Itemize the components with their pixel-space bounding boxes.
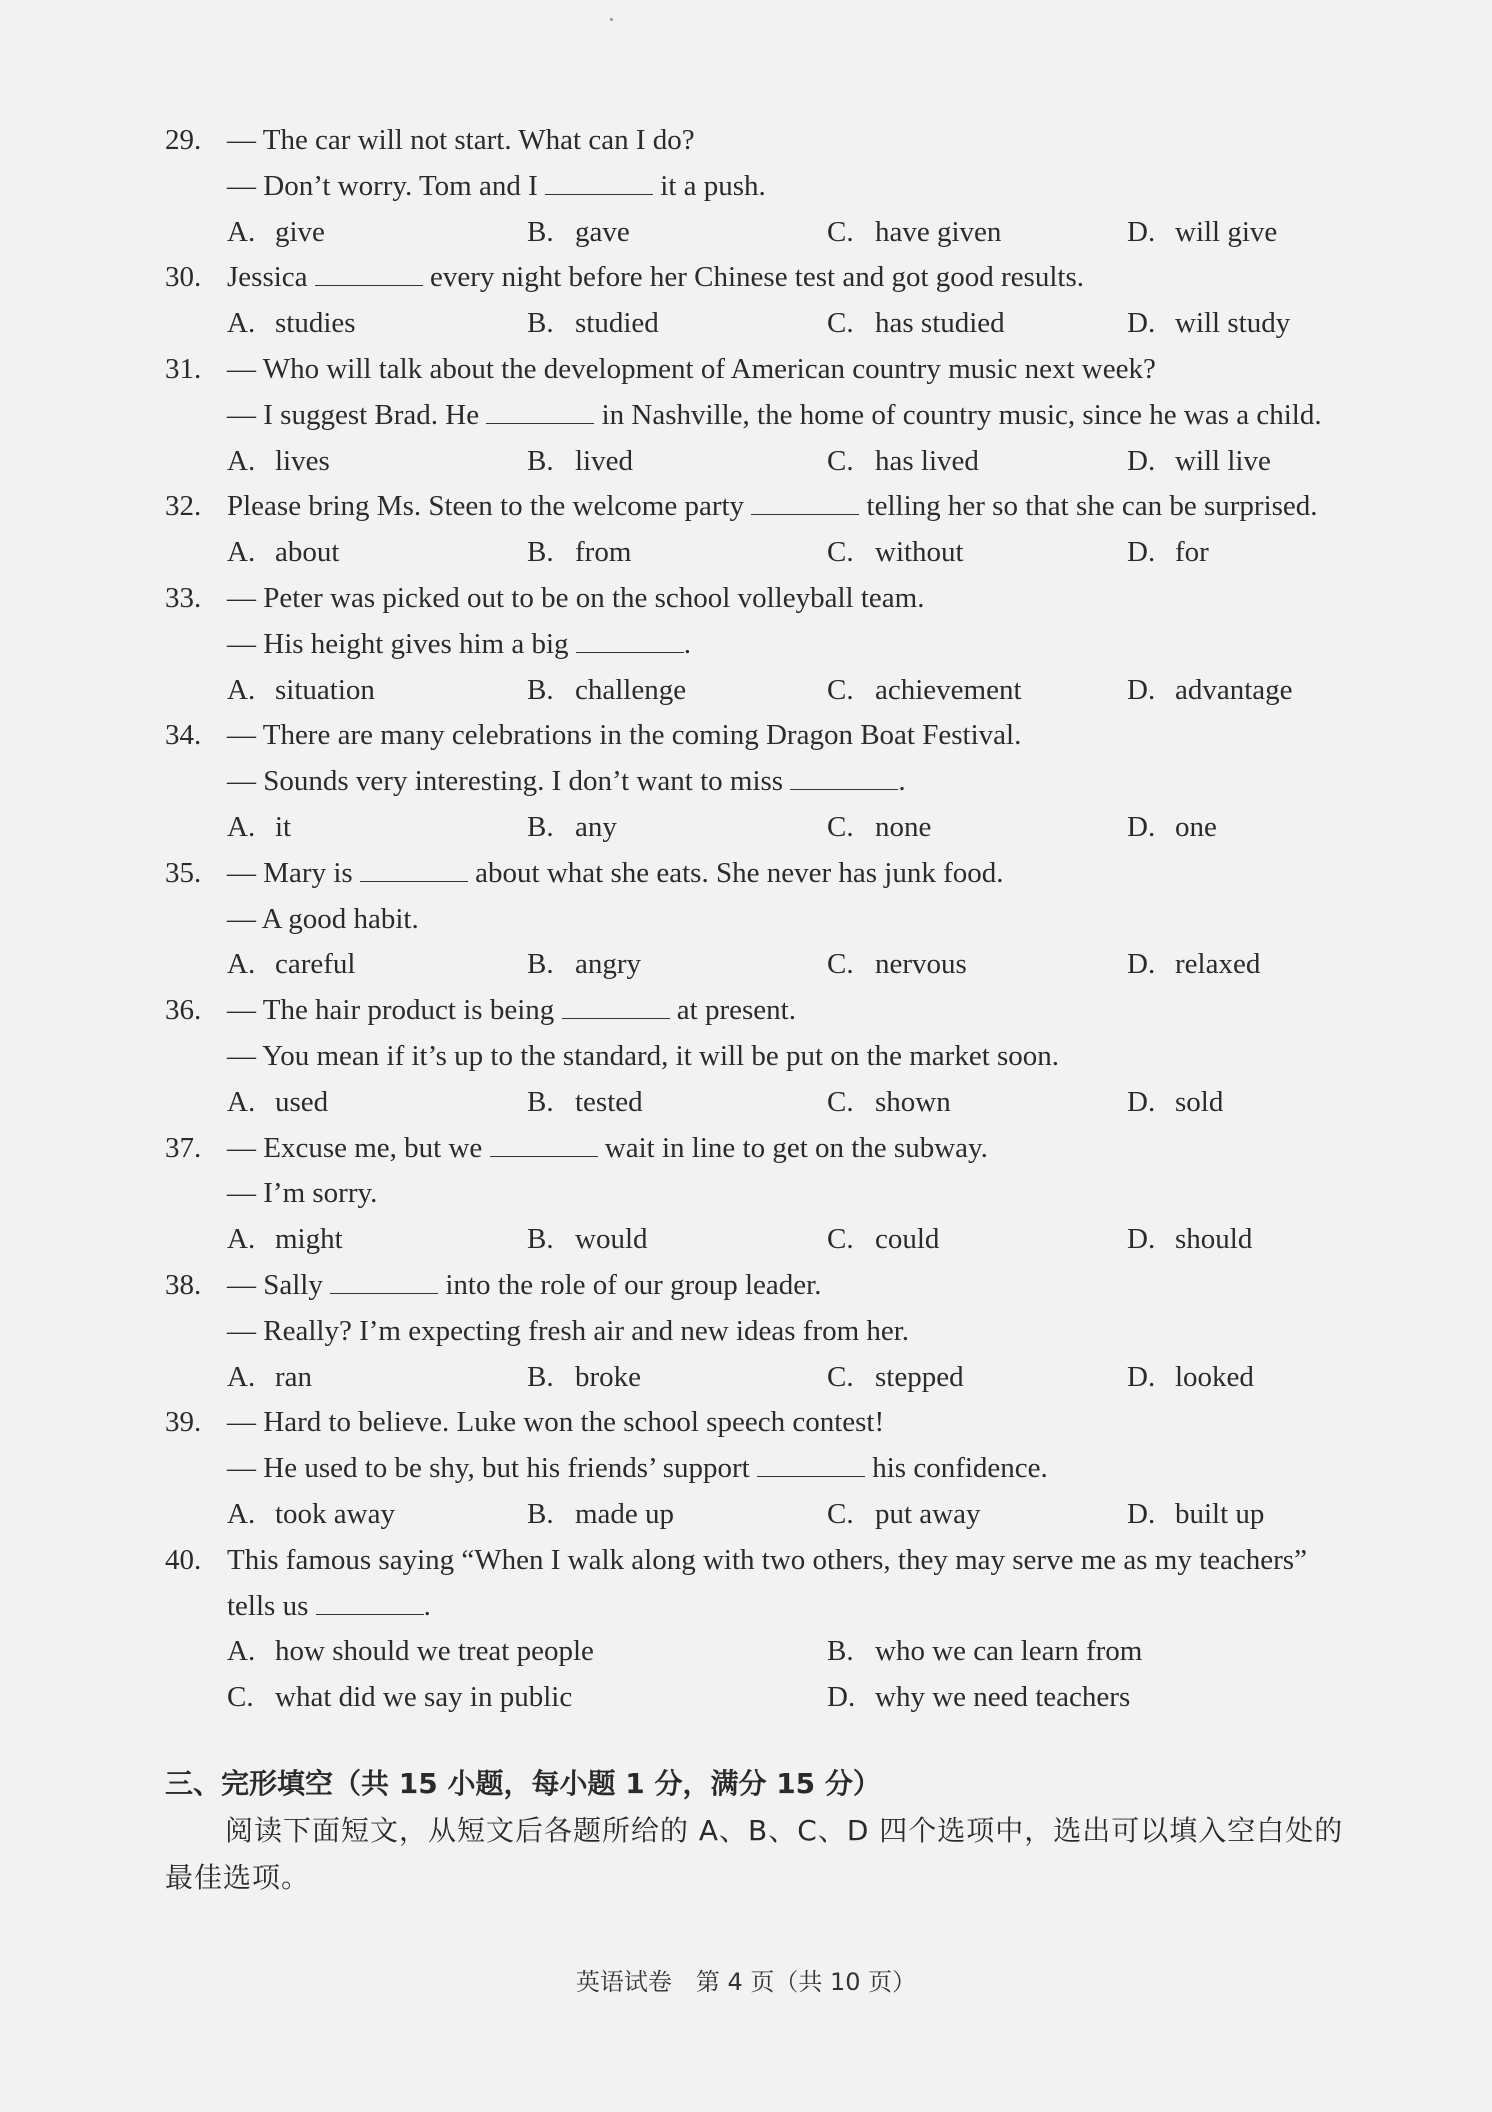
option-a	[227, 1492, 395, 1538]
text-segment: telling her so that she can be surprised.	[859, 490, 1318, 523]
question-text	[227, 1263, 821, 1309]
options-row	[165, 1492, 1365, 1538]
option-letter: B.	[527, 810, 554, 843]
option-letter: D.	[1127, 307, 1156, 340]
question-stem	[165, 1263, 1365, 1309]
option-text: it	[275, 810, 292, 843]
option-text: without	[875, 536, 964, 569]
option-text: would	[575, 1223, 648, 1256]
option-text: stepped	[875, 1360, 964, 1393]
option-text: lived	[575, 444, 633, 477]
question-dialogue-line	[165, 1034, 1365, 1080]
question-number: 37.	[165, 1131, 202, 1164]
answer-blank	[315, 259, 423, 286]
option-text: have given	[875, 215, 1002, 248]
text-segment: — His height gives him a big	[227, 627, 576, 660]
text-segment: — Don’t worry. Tom and I	[227, 169, 546, 202]
option-letter: D.	[1127, 948, 1156, 981]
options-row	[165, 805, 1365, 851]
option-text: sold	[1175, 1085, 1224, 1118]
option-text: advantage	[1175, 673, 1293, 706]
option-c	[827, 301, 1005, 347]
answer-blank	[545, 168, 653, 195]
text-segment: in Nashville, the home of country music, since he was a child.	[594, 398, 1322, 431]
option-letter: D.	[1127, 1360, 1156, 1393]
option-letter: C.	[827, 307, 854, 340]
section-cloze	[165, 1760, 1365, 1901]
option-letter: D.	[1127, 444, 1156, 477]
question-list	[165, 118, 1365, 1721]
option-d	[1127, 1080, 1223, 1126]
text-segment: — Mary is	[227, 856, 360, 889]
text-segment: — The car will not start. What can I do?	[227, 124, 695, 156]
text-segment: — There are many celebrations in the coming Dragon Boat Festival.	[227, 719, 1022, 752]
option-c	[827, 1492, 981, 1538]
option-text: about	[275, 536, 340, 569]
option-text: took away	[275, 1497, 395, 1530]
answer-blank	[751, 488, 859, 515]
option-letter: C.	[827, 673, 854, 706]
option-letter: C.	[827, 810, 854, 843]
option-b	[527, 1217, 648, 1263]
question-dialogue-line	[165, 1171, 1365, 1217]
question-stem	[165, 1400, 1365, 1446]
question-text	[227, 1400, 884, 1446]
option-b	[527, 439, 633, 485]
option-letter: C.	[227, 1681, 254, 1714]
question-number: 30.	[165, 261, 202, 294]
text-segment: .	[683, 627, 692, 660]
option-c	[827, 530, 964, 576]
option-c	[827, 1355, 964, 1401]
option-text: broke	[575, 1360, 642, 1393]
option-letter: B.	[527, 1223, 554, 1256]
answer-blank	[486, 397, 594, 424]
option-text: relaxed	[1175, 948, 1261, 981]
question-stem	[165, 347, 1365, 393]
question-stem	[165, 988, 1365, 1034]
option-text: who we can learn from	[875, 1635, 1143, 1668]
question-number: 38.	[165, 1268, 202, 1301]
option-text: should	[1175, 1223, 1253, 1256]
question-text	[227, 484, 1318, 530]
option-text: careful	[275, 948, 356, 981]
question-stem	[165, 851, 1365, 897]
option-letter: D.	[1127, 1085, 1156, 1118]
option-letter: C.	[827, 444, 854, 477]
option-b	[527, 530, 631, 576]
option-text: none	[875, 810, 932, 843]
text-segment: — Excuse me, but we	[227, 1131, 490, 1164]
option-letter: B.	[827, 1635, 854, 1668]
option-b	[827, 1629, 1142, 1675]
option-c	[827, 805, 931, 851]
option-d	[1127, 1355, 1254, 1401]
option-text: made up	[575, 1497, 675, 1530]
options-row	[165, 439, 1365, 485]
question-stem	[165, 118, 1365, 164]
option-text: what did we say in public	[275, 1681, 573, 1714]
option-text: how should we treat people	[275, 1635, 594, 1668]
option-letter: D.	[1127, 673, 1156, 706]
option-b	[527, 668, 686, 714]
text-segment: — Who will talk about the development of American country music next week?	[227, 352, 1156, 385]
question-text	[227, 1171, 377, 1217]
text-segment: .	[423, 1589, 431, 1622]
text-segment: his confidence.	[865, 1452, 1048, 1485]
option-b	[527, 805, 617, 851]
question-text	[227, 164, 766, 210]
options-row	[165, 942, 1365, 988]
answer-blank	[330, 1267, 438, 1294]
text-segment: into the role of our group leader.	[438, 1268, 822, 1301]
option-a	[227, 210, 325, 256]
question-text	[227, 1584, 431, 1630]
option-letter: B.	[527, 673, 554, 706]
question-dialogue-line	[165, 1309, 1365, 1355]
option-letter: D.	[827, 1681, 856, 1714]
option-c	[827, 942, 967, 988]
option-letter: B.	[527, 307, 554, 340]
option-text: will study	[1175, 307, 1291, 340]
question-stem	[165, 255, 1365, 301]
option-letter: C.	[827, 1223, 854, 1256]
option-text: any	[575, 810, 617, 843]
option-letter: A.	[227, 1085, 256, 1118]
option-letter: C.	[827, 215, 854, 248]
answer-blank	[757, 1450, 865, 1477]
question-number: 36.	[165, 994, 202, 1027]
options-row	[165, 1217, 1365, 1263]
option-d	[1127, 942, 1260, 988]
option-letter: A.	[227, 444, 256, 477]
question-text	[227, 255, 1084, 301]
text-segment: Please bring Ms. Steen to the welcome party	[227, 490, 752, 523]
question-dialogue-line	[165, 897, 1365, 943]
option-b	[527, 210, 630, 256]
question-text	[227, 576, 924, 622]
option-c	[827, 1217, 939, 1263]
option-letter: C.	[827, 1085, 854, 1118]
option-d	[1127, 668, 1293, 714]
option-text: could	[875, 1223, 940, 1256]
text-segment: about what she eats. She never has junk food.	[467, 856, 1004, 889]
options-row	[165, 1355, 1365, 1401]
text-segment: at present.	[669, 994, 796, 1027]
question-dialogue-line	[165, 622, 1365, 668]
option-letter: C.	[827, 948, 854, 981]
text-segment: — He used to be shy, but his friends’ support	[227, 1452, 757, 1485]
option-a	[227, 1355, 312, 1401]
question-number: 31.	[165, 352, 202, 385]
question-stem	[165, 713, 1365, 759]
question-dialogue-line	[165, 164, 1365, 210]
text-segment: — A good habit.	[227, 902, 419, 935]
option-letter: B.	[527, 1360, 554, 1393]
option-d	[1127, 1492, 1264, 1538]
option-text: looked	[1175, 1360, 1254, 1393]
options-row	[165, 530, 1365, 576]
option-letter: C.	[827, 536, 854, 569]
option-letter: D.	[1127, 1223, 1156, 1256]
question-text	[227, 1126, 988, 1172]
text-segment: — I’m sorry.	[227, 1177, 378, 1210]
option-text: nervous	[875, 948, 967, 981]
question-stem	[165, 1538, 1365, 1584]
option-text: will give	[1175, 215, 1278, 248]
option-letter: C.	[827, 1360, 854, 1393]
option-a	[227, 439, 330, 485]
option-text: situation	[275, 673, 375, 706]
question-number: 40.	[165, 1543, 202, 1576]
option-text: from	[575, 536, 632, 569]
answer-blank	[562, 992, 670, 1019]
option-text: for	[1175, 536, 1209, 569]
text-segment: This famous saying “When I walk along with two others, they may serve me as my teachers”	[227, 1543, 1307, 1576]
answer-blank	[576, 626, 684, 653]
answer-blank	[790, 763, 898, 790]
option-letter: A.	[227, 1223, 256, 1256]
option-text: studies	[275, 307, 356, 340]
option-text: might	[275, 1223, 343, 1256]
option-a	[227, 1217, 343, 1263]
option-text: why we need teachers	[875, 1681, 1131, 1714]
question-stem	[165, 1126, 1365, 1172]
question-text	[227, 118, 695, 164]
question-text	[227, 347, 1156, 393]
options-row	[165, 1080, 1365, 1126]
question-text	[227, 713, 1021, 759]
section-title: 三、完形填空（共 15 小题，每小题 1 分，满分 15 分）	[165, 1767, 881, 1800]
option-letter: D.	[1127, 215, 1156, 248]
options-row	[165, 210, 1365, 256]
option-letter: A.	[227, 1360, 256, 1393]
option-a	[227, 942, 356, 988]
option-text: shown	[875, 1085, 951, 1118]
option-d	[827, 1675, 1130, 1721]
option-d	[1127, 805, 1217, 851]
question-number: 29.	[165, 124, 202, 156]
option-a	[227, 805, 291, 851]
text-segment: wait in line to get on the subway.	[597, 1131, 988, 1164]
question-dialogue-line	[165, 393, 1365, 439]
option-b	[527, 1080, 643, 1126]
option-a	[227, 1080, 328, 1126]
option-text: one	[1175, 810, 1217, 843]
option-letter: B.	[527, 444, 554, 477]
question-text	[227, 1446, 1048, 1492]
option-a	[227, 668, 375, 714]
text-segment: — Peter was picked out to be on the school volleyball team.	[227, 581, 925, 614]
question-text	[227, 393, 1322, 439]
option-letter: B.	[527, 1497, 554, 1530]
option-a	[227, 530, 339, 576]
options-row	[165, 1629, 1365, 1675]
question-text	[227, 988, 796, 1034]
option-text: angry	[575, 948, 642, 981]
option-letter: B.	[527, 215, 554, 248]
option-letter: A.	[227, 1635, 256, 1668]
question-number: 39.	[165, 1406, 202, 1439]
question-text	[227, 851, 1004, 897]
section-instruction: 阅读下面短文，从短文后各题所给的 A、B、C、D 四个选项中，选出可以填入空白处的最佳选项。	[165, 1814, 1344, 1894]
option-letter: B.	[527, 536, 554, 569]
option-text: will live	[1175, 444, 1271, 477]
option-letter: A.	[227, 307, 256, 340]
option-text: has lived	[875, 444, 979, 477]
text-segment: — Sally	[227, 1268, 331, 1301]
question-dialogue-line	[165, 1446, 1365, 1492]
option-letter: D.	[1127, 536, 1156, 569]
option-c	[827, 668, 1022, 714]
option-letter: B.	[527, 1085, 554, 1118]
question-text	[227, 759, 906, 805]
options-row	[165, 1675, 1365, 1721]
option-letter: A.	[227, 673, 256, 706]
question-number: 34.	[165, 719, 202, 752]
text-segment: .	[898, 765, 906, 798]
option-c	[827, 210, 1001, 256]
option-text: achievement	[875, 673, 1022, 706]
option-c	[227, 1675, 572, 1721]
question-text	[227, 1309, 909, 1355]
text-segment: — Really? I’m expecting fresh air and new ideas from her.	[227, 1314, 910, 1347]
question-stem	[165, 484, 1365, 530]
answer-blank	[360, 855, 468, 882]
option-b	[527, 1355, 641, 1401]
text-segment: every night before her Chinese test and got good results.	[422, 261, 1084, 294]
option-b	[527, 1492, 674, 1538]
question-number: 33.	[165, 581, 202, 614]
option-text: put away	[875, 1497, 981, 1530]
text-segment: — You mean if it’s up to the standard, it will be put on the market soon.	[227, 1039, 1060, 1072]
option-text: give	[275, 215, 325, 248]
question-dialogue-line	[165, 1584, 1365, 1630]
options-row	[165, 301, 1365, 347]
option-letter: B.	[527, 948, 554, 981]
option-d	[1127, 439, 1271, 485]
scan-speck	[610, 18, 613, 21]
option-d	[1127, 210, 1277, 256]
option-text: gave	[575, 215, 630, 248]
question-number: 35.	[165, 856, 202, 889]
question-dialogue-line	[165, 759, 1365, 805]
option-letter: A.	[227, 948, 256, 981]
option-text: lives	[275, 444, 330, 477]
question-text	[227, 1538, 1307, 1584]
question-stem	[165, 576, 1365, 622]
question-text	[227, 1034, 1059, 1080]
text-segment: it a push.	[653, 169, 766, 202]
answer-blank	[316, 1588, 424, 1615]
option-letter: A.	[227, 810, 256, 843]
option-letter: C.	[827, 1497, 854, 1530]
question-number: 32.	[165, 490, 202, 523]
option-b	[527, 301, 659, 347]
option-text: has studied	[875, 307, 1005, 340]
option-a	[227, 1629, 594, 1675]
option-text: tested	[575, 1085, 643, 1118]
option-letter: A.	[227, 536, 256, 569]
option-c	[827, 439, 979, 485]
option-letter: A.	[227, 215, 256, 248]
text-segment: — The hair product is being	[227, 994, 562, 1027]
option-text: ran	[275, 1360, 313, 1393]
option-text: used	[275, 1085, 329, 1118]
option-letter: A.	[227, 1497, 256, 1530]
option-d	[1127, 301, 1290, 347]
text-segment: — I suggest Brad. He	[227, 398, 487, 431]
text-segment: tells us	[227, 1589, 316, 1622]
option-a	[227, 301, 356, 347]
option-text: challenge	[575, 673, 687, 706]
option-d	[1127, 530, 1209, 576]
option-text: built up	[1175, 1497, 1265, 1530]
option-c	[827, 1080, 951, 1126]
option-letter: D.	[1127, 1497, 1156, 1530]
option-d	[1127, 1217, 1252, 1263]
text-segment: — Sounds very interesting. I don’t want to miss	[227, 765, 791, 798]
option-text: studied	[575, 307, 659, 340]
page-footer: 英语试卷 第 4 页（共 10 页）	[575, 1968, 917, 1996]
option-letter: D.	[1127, 810, 1156, 843]
text-segment: — Hard to believe. Luke won the school speech contest!	[227, 1406, 885, 1439]
question-text	[227, 897, 419, 943]
options-row	[165, 668, 1365, 714]
answer-blank	[490, 1130, 598, 1157]
question-text	[227, 622, 691, 668]
text-segment: Jessica	[227, 261, 315, 294]
option-b	[527, 942, 641, 988]
